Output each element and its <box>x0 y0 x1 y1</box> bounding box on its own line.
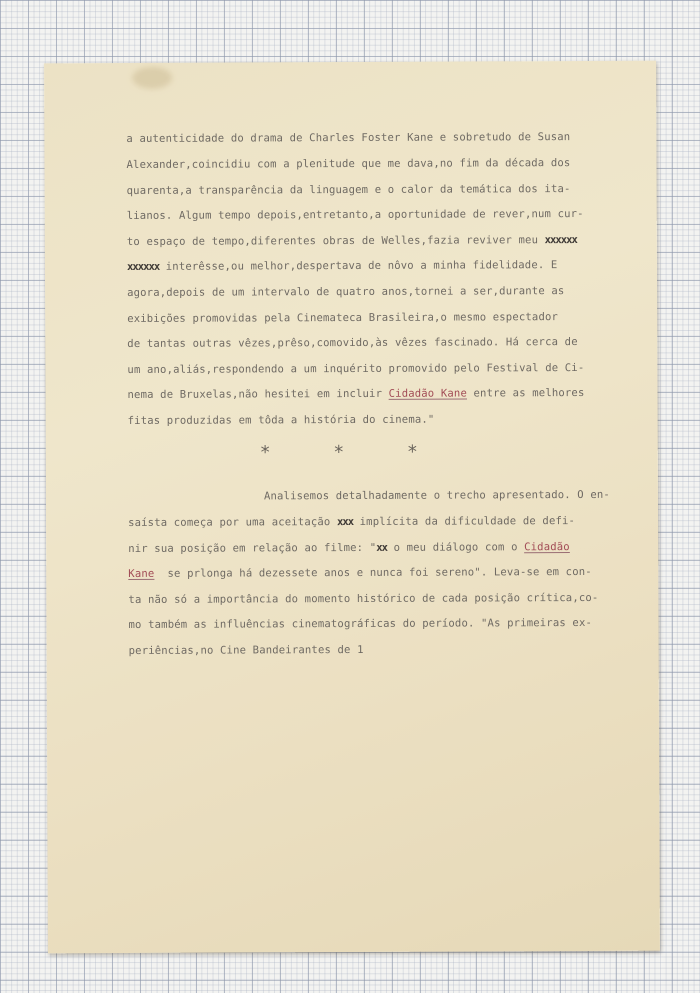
text-segment: se prlonga há dezessete anos e nunca foi sereno". Leva-se em con- <box>154 565 592 580</box>
text-segment: nir sua posição em relação ao filme: " <box>128 541 377 555</box>
text-line: um ano,aliás,respondendo a um inquérito promovido pelo Festival de Ci- <box>127 361 585 376</box>
text-segment: interêsse,ou melhor,despertava de nôvo a minha fidelidade. E <box>159 259 558 273</box>
struck-out-word: xxxxxx <box>126 260 160 273</box>
film-title: Cidadão <box>524 541 570 554</box>
text-line: agora,depois de um intervalo de quatro anos,tornei a ser,durante as <box>127 285 565 299</box>
text-line: ta não só a importância do momento histórico de cada posição crítica,co- <box>128 591 599 606</box>
struck-out-word: xxx <box>336 515 354 529</box>
text-segment: nema de Bruxelas,não hesitei em incluir <box>127 387 389 401</box>
text-segment: to espaço de tempo,diferentes obras de Welles,fazia reviver meu <box>126 234 545 248</box>
text-segment: implícita da dificuldade de defi- <box>353 515 576 528</box>
text-line: lianos. Algum tempo depois,entretanto,a oportunidade de rever,num cur- <box>126 207 584 222</box>
text-segment: entre as melhores <box>466 386 585 400</box>
text-line: exibições promovidas pela Cinemateca Brasileira,o mesmo espectador <box>127 311 559 325</box>
text-line: quarenta,a transparência da linguagem e o calor da temática dos ita- <box>126 183 571 197</box>
struck-out-word: xxxxxx <box>544 234 577 247</box>
text-line <box>127 387 584 401</box>
text-line: a autenticidade do drama de Charles Foster Kane e sobretudo de Susan <box>126 131 571 145</box>
text-segment: saísta começa por uma aceitação <box>128 516 337 529</box>
text-line: Alexander,coincidiu com a plenitude que me dava,no fim da década dos <box>126 157 571 171</box>
section-separator: * * * <box>259 441 444 464</box>
text-line: Analisemos detalhadamente o trecho apresentado. O en- <box>263 488 610 503</box>
text-line <box>127 234 577 248</box>
text-line <box>128 566 592 580</box>
text-line: periências,no Cine Bandeirantes de 1 <box>128 643 364 657</box>
film-title: Cidadão Kane <box>388 387 468 400</box>
text-line <box>127 259 558 273</box>
film-title: Kane <box>128 567 155 580</box>
text-line <box>128 541 570 555</box>
paper-stain <box>132 67 172 89</box>
text-line <box>128 515 575 529</box>
struck-out-word: xx <box>376 541 388 554</box>
typewritten-page <box>44 61 660 954</box>
text-segment: o meu diálogo com o <box>386 541 525 554</box>
text-line: de tantas outras vêzes,prêso,comovido,às vêzes fascinado. Há cerca de <box>127 336 578 350</box>
text-line: mo também as influências cinematográficas do período. "As primeiras ex- <box>128 616 593 631</box>
text-line: fitas produzidas em tôda a história do cinema." <box>127 413 435 427</box>
